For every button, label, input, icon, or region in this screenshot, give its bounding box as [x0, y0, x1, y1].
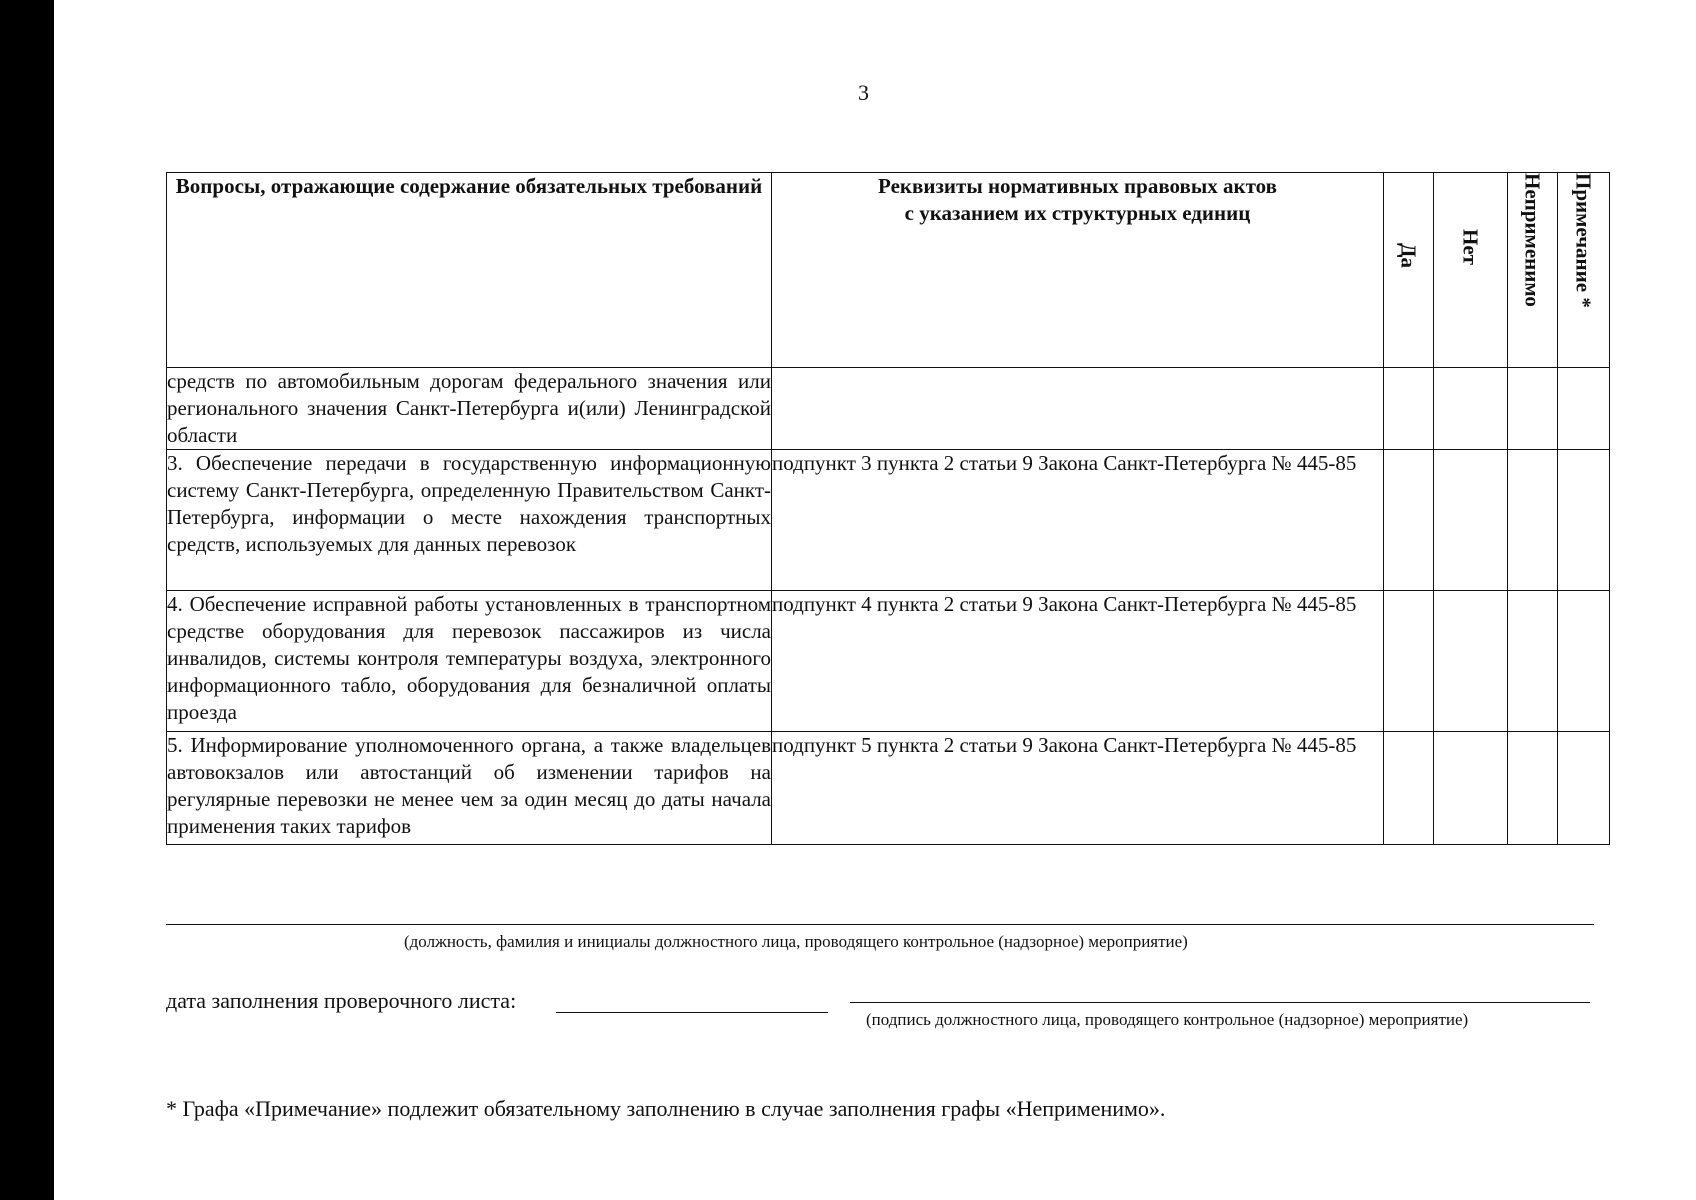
- footnote: * Графа «Примечание» подлежит обязательному заполнению в случае заполнения графы «Неприменимо».: [166, 1096, 1166, 1121]
- signature-caption: (подпись должностного лица, проводящего контрольное (надзорное) мероприятие): [866, 1010, 1469, 1029]
- requisites-cell: подпункт 5 пункта 2 статьи 9 Закона Санкт-Петербурга № 445-85: [772, 732, 1384, 845]
- header-yes: [1384, 173, 1434, 368]
- note-cell[interactable]: [1558, 591, 1610, 732]
- note-cell[interactable]: [1558, 732, 1610, 845]
- note-cell[interactable]: [1558, 368, 1610, 450]
- header-requisites-line2: с указанием их структурных единиц: [904, 201, 1251, 225]
- header-not-applicable: [1508, 173, 1558, 368]
- yes-cell[interactable]: [1384, 591, 1434, 732]
- not-applicable-cell[interactable]: [1508, 450, 1558, 591]
- no-cell[interactable]: [1434, 732, 1508, 845]
- question-cell: 3. Обеспечение передачи в государственную информационную систему Санкт-Петербурга, определенную Правительством Санкт-Петербурга, информации о месте нахождения транспортных средств, используемых для данных перевозок: [167, 450, 772, 591]
- not-applicable-cell[interactable]: [1508, 368, 1558, 450]
- header-no: [1434, 173, 1508, 368]
- table-row: [167, 591, 1610, 732]
- not-applicable-cell[interactable]: [1508, 732, 1558, 845]
- no-cell[interactable]: [1434, 368, 1508, 450]
- official-caption: (должность, фамилия и инициалы должностного лица, проводящего контрольное (надзорное) мероприятие): [404, 932, 1188, 951]
- official-name-line[interactable]: [166, 924, 1594, 925]
- page-number: 3: [858, 80, 869, 105]
- requisites-cell: подпункт 3 пункта 2 статьи 9 Закона Санкт-Петербурга № 445-85: [772, 450, 1384, 591]
- question-cell: 5. Информирование уполномоченного органа, а также владельцев автовокзалов или автостанций об изменении тарифов на регулярные перевозки не менее чем за один месяц до даты начала применения таких тарифов: [167, 732, 772, 845]
- table-row: [167, 732, 1610, 845]
- date-label: дата заполнения проверочного листа:: [166, 988, 517, 1013]
- requisites-cell: подпункт 4 пункта 2 статьи 9 Закона Санкт-Петербурга № 445-85: [772, 591, 1384, 732]
- header-note: [1558, 173, 1610, 368]
- no-cell[interactable]: [1434, 591, 1508, 732]
- not-applicable-cell[interactable]: [1508, 591, 1558, 732]
- header-questions: Вопросы, отражающие содержание обязательных требований: [167, 173, 772, 368]
- header-requisites-line1: Реквизиты нормативных правовых актов: [878, 174, 1277, 198]
- header-note-label: Примечание *: [1571, 173, 1596, 308]
- yes-cell[interactable]: [1384, 732, 1434, 845]
- requisites-cell: [772, 368, 1384, 450]
- no-cell[interactable]: [1434, 450, 1508, 591]
- header-yes-label: Да: [1396, 243, 1421, 268]
- table-row: [167, 450, 1610, 591]
- header-not-applicable-label: Неприменимо: [1520, 173, 1545, 307]
- checklist-table: [166, 172, 1610, 845]
- question-cell: 4. Обеспечение исправной работы установленных в транспортном средстве оборудования для перевозок пассажиров из числа инвалидов, системы контроля температуры воздуха, электронного информационного табло, оборудования для безналичной оплаты проезда: [167, 591, 772, 732]
- date-line[interactable]: [556, 1012, 828, 1013]
- header-requisites: [772, 173, 1384, 368]
- note-cell[interactable]: [1558, 450, 1610, 591]
- table-row: [167, 368, 1610, 450]
- yes-cell[interactable]: [1384, 450, 1434, 591]
- yes-cell[interactable]: [1384, 368, 1434, 450]
- question-cell: средств по автомобильным дорогам федерального значения или регионального значения Санкт-Петербурга и(или) Ленинградской области: [167, 368, 772, 450]
- signature-line[interactable]: [850, 1002, 1590, 1003]
- table-header-row: [167, 173, 1610, 368]
- header-no-label: Нет: [1458, 229, 1483, 265]
- scan-edge: [0, 0, 54, 1200]
